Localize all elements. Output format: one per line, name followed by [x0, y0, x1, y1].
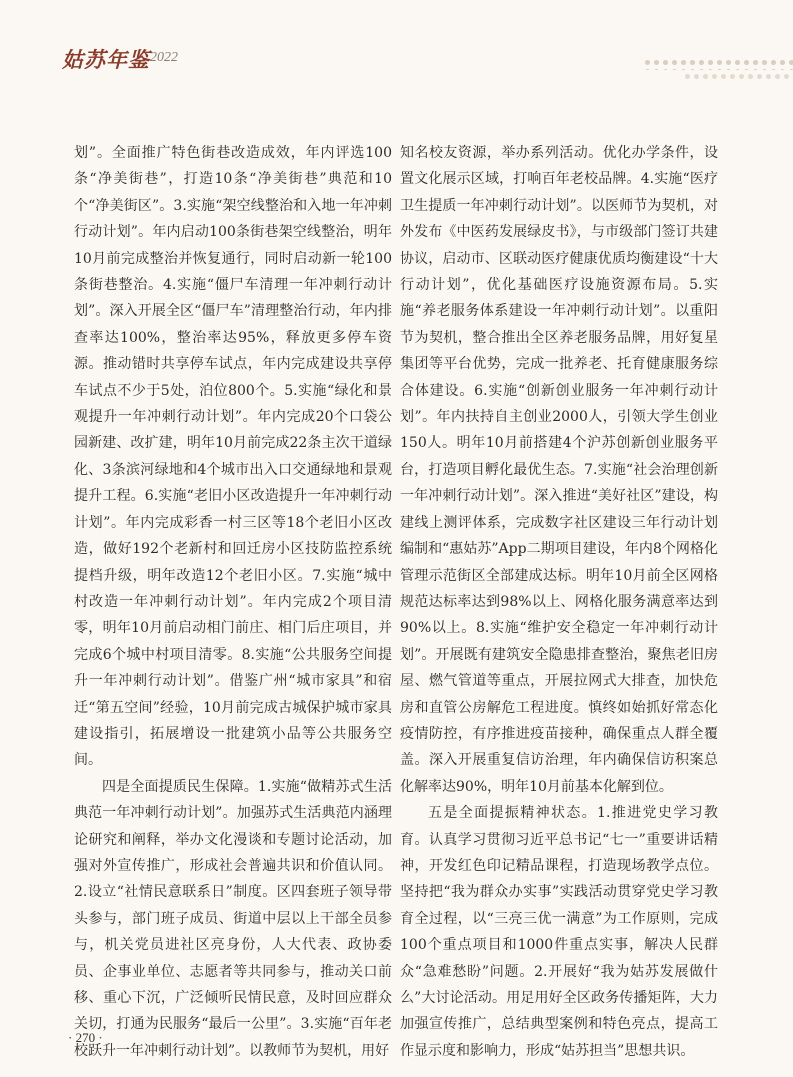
paragraph-continued-right: 知名校友资源，举办系列活动。优化办学条件，设置文化展示区域，打响百年老校品牌。4.实施“医疗卫生提质一年冲刺行动计划”。以医师节为契机，对外发布《中医药发展绿皮书》，与市级部门签订共建协议，启动市、区联动医疗健康优质均衡建设“十大行动计划”，优化基础医疗设施资源布局。5.实施“养老服务体系建设一年冲刺行动计划”。以重阳节为契机，整合推出全区养老服务品牌，用好复星集团等平台优势，完成一批养老、托育健康服务综合体建设。6.实施“创新创业服务一年冲刺行动计划”。年内扶持自主创业2000人，引领大学生创业150人。明年10月前搭建4个沪苏创新创业服务平台，打造项目孵化最优生态。7.实施“社会治理创新一年冲刺行动计划”。深入推进“美好社区”建设，构建线上测评体系，完成数字社区建设三年行动计划编制和“惠姑苏”App二期项目建设，年内8个网格化管理示范街区全部建成达标。明年10月前全区网格规范达标率达到98%以上、网格化服务满意率达到90%以上。8.实施“维护安全稳定一年冲刺行动计划”。开展既有建筑安全隐患排查整治，聚焦老旧房屋、燃气管道等重点，开展拉网式大排查，加快危房和直管公房解危工程进度。慎终如始抓好常态化疫情防控，有序推进疫苗接种，确保重点人群全覆盖。深入开展重复信访治理，年内确保信访积案总化解率达90%，明年10月前基本化解到位。: [400, 145, 718, 795]
decorative-dots: [643, 58, 793, 70]
right-column: [400, 140, 718, 1064]
left-column: [74, 140, 392, 1064]
paragraph-continued: 划”。全面推广特色街巷改造成效，年内评选100条“净美街巷”，打造10条“净美街巷”典范和10个“净美街区”。3.实施“架空线整治和入地一年冲刺行动计划”。年内启动100条街巷架空线整治，明年10月前完成整治并恢复通行，同时启动新一轮100条街巷整治。4.实施“僵尸车清理一年冲刺行动计划”。深入开展全区“僵尸车”清理整治行动，年内排查率达100%，整治率达95%，释放更多停车资源。推动错时共享停车试点，年内完成建设共享停车试点不少于5处，泊位800个。5.实施“绿化和景观提升一年冲刺行动计划”。年内完成20个口袋公园新建、改扩建，明年10月前完成22条主次干道绿化、3条滨河绿地和4个城市出入口交通绿地和景观提升工程。6.实施“老旧小区改造提升一年冲刺行动计划”。年内完成彩香一村三区等18个老旧小区改造，做好192个老新村和回迁房小区技防监控系统提档升级，明年改造12个老旧小区。7.实施“城中村改造一年冲刺行动计划”。年内完成2个项目清零，明年10月前启动相门前庄、相门后庄项目，并完成6个城中村项目清零。8.实施“公共服务空间提升一年冲刺行动计划”。借鉴广州“城市家具”和宿迁“第五空间”经验，10月前完成古城保护城市家具建设指引，拓展增设一批建筑小品等公共服务空间。: [74, 145, 392, 769]
yearbook-year: 2022: [150, 50, 178, 65]
yearbook-title: 姑苏年鉴: [62, 47, 150, 72]
decorative-dots-secondary: [683, 72, 793, 82]
paragraph-livelihood: 四是全面提质民生保障。1.实施“做精苏式生活典范一年冲刺行动计划”。加强苏式生活典范内涵理论研究和阐释，举办文化漫谈和专题讨论活动，加强对外宣传推广，形成社会普遍共识和价值认同。2.设立“社情民意联系日”制度。区四套班子领导带头参与，部门班子成员、街道中层以上干部全员参与，机关党员进社区亮身份，人大代表、政协委员、企事业单位、志愿者等共同参与，推动关口前移、重心下沉，广泛倾听民情民意，及时回应群众关切，打通为民服务“最后一公里”。3.实施“百年老校跃升一年冲刺行动计划”。以教师节为契机，用好: [74, 778, 392, 1059]
page-header: [0, 0, 793, 120]
paragraph-spirit: 五是全面提振精神状态。1.推进党史学习教育。认真学习贯彻习近平总书记“七一”重要讲话精神，开发红色印记精品课程，打造现场教学点位。坚持把“我为群众办实事”实践活动贯穿党史学习教育全过程，以“三亮三优一满意”为工作原则，完成100个重点项目和1000件重点实事，解决人民群众“急难愁盼”问题。2.开展好“我为姑苏发展做什么”大讨论活动。用足用好全区政务传播矩阵，大力加强宣传推广，总结典型案例和特色亮点，提高工作显示度和影响力，形成“姑苏担当”思想共识。: [400, 805, 718, 1059]
page-number: · 270 ·: [68, 1030, 103, 1045]
